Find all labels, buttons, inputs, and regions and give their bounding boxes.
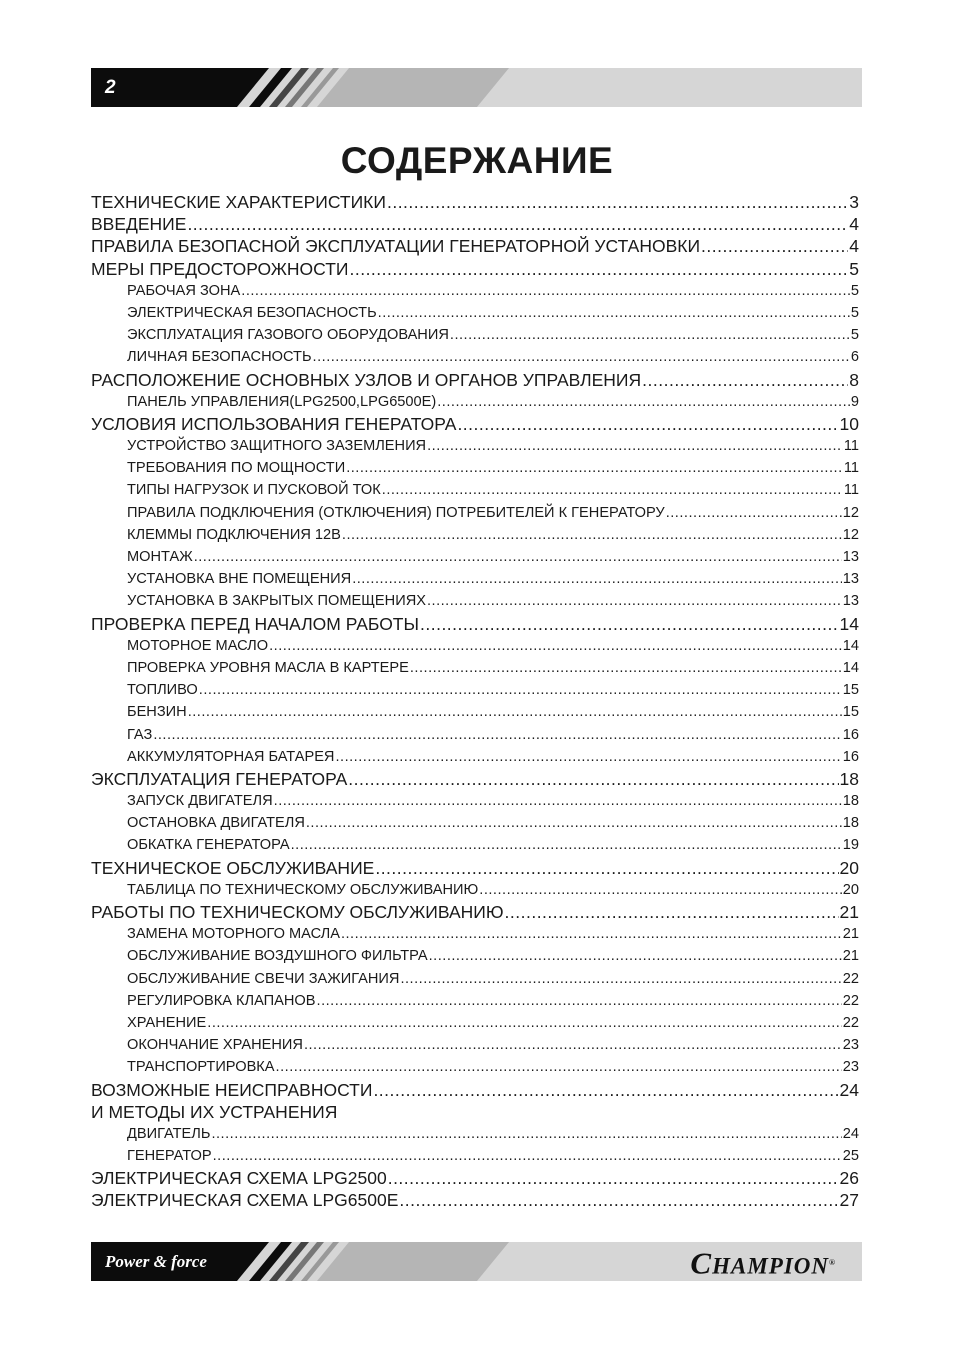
toc-subsection[interactable]: [91, 812, 859, 834]
toc-subsection[interactable]: [91, 1012, 859, 1034]
toc-leader-dots: [241, 280, 850, 302]
toc-leader-dots: [304, 1034, 842, 1056]
toc-leader-dots: [153, 724, 841, 746]
toc-entry-label: УСТАНОВКА ВНЕ ПОМЕЩЕНИЯ: [127, 571, 352, 588]
toc-subsection[interactable]: [91, 923, 859, 945]
toc-subsection[interactable]: [91, 790, 859, 812]
toc-leader-dots: [457, 413, 838, 435]
toc-entry-page: 24: [842, 1125, 859, 1142]
toc-entry-page: 19: [842, 837, 859, 854]
toc-leader-dots: [399, 1189, 838, 1211]
toc-entry-label: ОБСЛУЖИВАНИЕ СВЕЧИ ЗАЖИГАНИЯ: [127, 970, 400, 987]
header-bar: [91, 68, 862, 107]
toc-leader-dots: [341, 923, 842, 945]
toc-entry-label: КЛЕММЫ ПОДКЛЮЧЕНИЯ 12В: [127, 526, 341, 543]
page-number: 2: [105, 77, 116, 98]
toc-leader-dots: [306, 812, 842, 834]
toc-leader-dots: [429, 945, 842, 967]
toc-entry-page: 18: [839, 768, 859, 789]
toc-entry-page: 13: [842, 593, 859, 610]
toc-entry-page: 12: [842, 526, 859, 543]
toc-entry-page: 5: [850, 282, 859, 299]
toc-leader-dots: [313, 346, 850, 368]
toc-section[interactable]: [91, 213, 859, 235]
toc-leader-dots: [274, 790, 842, 812]
toc-leader-dots: [188, 701, 842, 723]
toc-entry-label: ОСТАНОВКА ДВИГАТЕЛЯ: [127, 815, 305, 832]
toc-entry-page: 18: [842, 793, 859, 810]
toc-leader-dots: [335, 746, 841, 768]
toc-section[interactable]: [91, 613, 859, 635]
toc-entry-label: ТЕХНИЧЕСКИЕ ХАРАКТЕРИСТИКИ: [91, 192, 386, 212]
toc-entry-label: ОБКАТКА ГЕНЕРАТОРА: [127, 837, 290, 854]
toc-leader-dots: [427, 435, 843, 457]
toc-entry-label: ЗАПУСК ДВИГАТЕЛЯ: [127, 793, 273, 810]
toc-entry-page: 14: [839, 613, 859, 634]
toc-leader-dots: [352, 568, 842, 590]
toc-subsection[interactable]: [91, 457, 859, 479]
toc-entry-label: ЭКСПЛУАТАЦИЯ ГАЗОВОГО ОБОРУДОВАНИЯ: [127, 327, 449, 344]
toc-subsection[interactable]: [91, 568, 859, 590]
toc-entry-page: 15: [842, 682, 859, 699]
toc-entry-label: ТРАНСПОРТИРОВКА: [127, 1059, 275, 1076]
toc-leader-dots: [410, 657, 842, 679]
toc-entry-page: 20: [842, 881, 859, 898]
toc-entry-label: УСЛОВИЯ ИСПОЛЬЗОВАНИЯ ГЕНЕРАТОРА: [91, 413, 457, 434]
toc-section[interactable]: [91, 413, 859, 435]
toc-entry-page: 24: [839, 1079, 859, 1100]
champion-logo: [690, 1242, 836, 1281]
header-stripes-graphic: [91, 68, 862, 107]
toc-entry-label: ОКОНЧАНИЕ ХРАНЕНИЯ: [127, 1037, 303, 1054]
toc-leader-dots: [194, 546, 842, 568]
toc-subsection[interactable]: [91, 546, 859, 568]
toc-entry-page: 21: [842, 926, 859, 943]
toc-entry-label: ЭЛЕКТРИЧЕСКАЯ СХЕМА LPG6500E: [91, 1190, 399, 1211]
toc-entry-page: 22: [842, 970, 859, 987]
toc-section[interactable]: [91, 1079, 859, 1123]
toc-entry-page: 11: [843, 438, 859, 455]
toc-entry-page: 14: [842, 637, 859, 654]
toc-subsection[interactable]: [91, 590, 859, 612]
toc-entry-label: МОТОРНОЕ МАСЛО: [127, 637, 269, 654]
toc-entry-label: РАБОЧАЯ ЗОНА: [127, 282, 241, 299]
toc-section[interactable]: [91, 258, 859, 280]
toc-leader-dots: [207, 1012, 842, 1034]
toc-entry-label: ХРАНЕНИЕ: [127, 1014, 207, 1031]
toc-subsection[interactable]: [91, 479, 859, 501]
toc-entry-label: ПАНЕЛЬ УПРАВЛЕНИЯ(LPG2500,LPG6500E): [127, 393, 437, 410]
toc-entry-page: 25: [842, 1148, 859, 1165]
toc-entry-label: ПРАВИЛА ПОДКЛЮЧЕНИЯ (ОТКЛЮЧЕНИЯ) ПОТРЕБИТЕЛЕЙ К ГЕНЕРАТОРУ: [127, 504, 665, 521]
toc-entry-label: ЭКСПЛУАТАЦИЯ ГЕНЕРАТОРА: [91, 768, 348, 789]
toc-entry-label: ПРОВЕРКА УРОВНЯ МАСЛА В КАРТЕРЕ: [127, 659, 409, 676]
toc-entry-label: ЭЛЕКТРИЧЕСКАЯ БЕЗОПАСНОСТЬ: [127, 304, 377, 321]
toc-entry-label: ГАЗ: [127, 726, 153, 743]
toc-subsection[interactable]: [91, 834, 859, 856]
toc-subsection[interactable]: [91, 879, 859, 901]
toc-leader-dots: [666, 502, 842, 524]
toc-entry-page: 13: [842, 549, 859, 565]
toc-subsection[interactable]: [91, 1145, 859, 1167]
toc-leader-dots: [400, 968, 841, 990]
toc-entry-page: 9: [850, 393, 859, 410]
toc-leader-dots: [450, 324, 850, 346]
toc-subsection[interactable]: [91, 391, 859, 413]
toc-entry-page: 3: [849, 192, 859, 212]
toc-entry-label: ДВИГАТЕЛЬ: [127, 1125, 211, 1142]
toc-section[interactable]: [91, 191, 859, 213]
toc-entry-label: ЗАМЕНА МОТОРНОГО МАСЛА: [127, 926, 340, 943]
toc-entry-page: 5: [850, 304, 859, 321]
toc-entry-label: ЛИЧНАЯ БЕЗОПАСНОСТЬ: [127, 349, 312, 366]
toc-entry-label: ТИПЫ НАГРУЗОК И ПУСКОВОЙ ТОК: [127, 482, 381, 499]
toc-leader-dots: [388, 1167, 839, 1189]
toc-entry-label: РАБОТЫ ПО ТЕХНИЧЕСКОМУ ОБСЛУЖИВАНИЮ: [91, 902, 504, 922]
toc-subsection[interactable]: [91, 346, 859, 368]
toc-entry-label: ТЕХНИЧЕСКОЕ ОБСЛУЖИВАНИЕ: [91, 857, 375, 878]
toc-leader-dots: [382, 479, 843, 501]
toc-leader-dots: [373, 1079, 838, 1101]
toc-entry-page: 18: [842, 815, 859, 832]
toc-subsection[interactable]: [91, 502, 859, 524]
toc-leader-dots: [317, 990, 842, 1012]
toc-entry-page: 16: [842, 726, 859, 743]
toc-subsection[interactable]: [91, 635, 859, 657]
toc-leader-dots: [346, 457, 843, 479]
toc-entry-label: УСТРОЙСТВО ЗАЩИТНОГО ЗАЗЕМЛЕНИЯ: [127, 438, 427, 455]
toc-leader-dots: [505, 901, 839, 923]
toc-subsection[interactable]: [91, 324, 859, 346]
toc-leader-dots: [701, 235, 848, 257]
toc-subsection[interactable]: [91, 701, 859, 723]
toc-subsection[interactable]: [91, 280, 859, 302]
toc-entry-label: ВВЕДЕНИЕ: [91, 214, 187, 235]
toc-subsection[interactable]: [91, 679, 859, 701]
toc-entry-label: ПРАВИЛА БЕЗОПАСНОЙ ЭКСПЛУАТАЦИИ ГЕНЕРАТОРНОЙ УСТАНОВКИ: [91, 236, 701, 257]
toc-entry-page: 5: [849, 258, 859, 279]
toc-entry-page: 10: [839, 413, 859, 434]
toc-entry-label: ВОЗМОЖНЫЕ НЕИСПРАВНОСТИ И МЕТОДЫ ИХ УСТРАНЕНИЯ: [91, 1079, 373, 1122]
toc-leader-dots: [387, 191, 848, 213]
toc-subsection[interactable]: [91, 1123, 859, 1145]
toc-section[interactable]: [91, 768, 859, 790]
toc-leader-dots: [378, 302, 850, 324]
toc-subsection[interactable]: [91, 724, 859, 746]
toc-subsection[interactable]: [91, 524, 859, 546]
logo-rest: HAMPION: [712, 1253, 830, 1279]
toc-entry-page: 21: [839, 902, 859, 922]
toc-entry-label: ТРЕБОВАНИЯ ПО МОЩНОСТИ: [127, 460, 346, 477]
toc-section[interactable]: [91, 1167, 859, 1189]
logo-initial: C: [690, 1245, 713, 1281]
toc-subsection[interactable]: [91, 657, 859, 679]
toc-entry-page: 23: [842, 1037, 859, 1054]
toc-entry-page: 11: [843, 460, 859, 477]
toc-leader-dots: [479, 879, 842, 901]
toc-entry-page: 5: [850, 327, 859, 344]
toc-entry-page: 4: [849, 214, 859, 235]
toc-entry-page: 12: [842, 504, 859, 521]
toc-entry-page: 15: [842, 704, 859, 721]
toc-leader-dots: [349, 258, 848, 280]
toc-entry-label: ОБСЛУЖИВАНИЕ ВОЗДУШНОГО ФИЛЬТРА: [127, 948, 428, 965]
toc-subsection[interactable]: [91, 302, 859, 324]
toc-section[interactable]: [91, 1189, 859, 1211]
toc-subsection[interactable]: [91, 945, 859, 967]
toc-subsection[interactable]: [91, 968, 859, 990]
toc-entry-page: 23: [842, 1059, 859, 1076]
toc-leader-dots: [375, 857, 838, 879]
toc-subsection[interactable]: [91, 990, 859, 1012]
toc-leader-dots: [276, 1056, 842, 1078]
toc-entry-label: ТОПЛИВО: [127, 682, 198, 699]
toc-leader-dots: [199, 679, 842, 701]
toc-leader-dots: [437, 391, 850, 413]
toc-leader-dots: [291, 834, 842, 856]
toc-section[interactable]: [91, 901, 859, 923]
toc-entry-page: 26: [839, 1168, 859, 1189]
toc-entry-page: 16: [842, 748, 859, 765]
toc-leader-dots: [348, 768, 838, 790]
toc-subsection[interactable]: [91, 435, 859, 457]
toc-entry-label: ТАБЛИЦА ПО ТЕХНИЧЕСКОМУ ОБСЛУЖИВАНИЮ: [127, 881, 479, 898]
toc-entry-page: 13: [842, 571, 859, 588]
registered-mark: ®: [829, 1258, 836, 1267]
toc-entry-page: 6: [850, 349, 859, 366]
toc-entry-page: 14: [842, 659, 859, 676]
toc-entry-page: 11: [843, 482, 859, 499]
toc-entry-label: МЕРЫ ПРЕДОСТОРОЖНОСТИ: [91, 258, 349, 279]
toc-section[interactable]: [91, 369, 859, 391]
toc-entry-page: 20: [839, 857, 859, 878]
toc-entry-label: ЭЛЕКТРИЧЕСКАЯ СХЕМА LPG2500: [91, 1168, 387, 1189]
toc-leader-dots: [420, 613, 839, 635]
toc-section[interactable]: [91, 857, 859, 879]
toc-leader-dots: [342, 524, 842, 546]
toc-leader-dots: [187, 213, 848, 235]
table-of-contents: [91, 191, 859, 1212]
toc-entry-page: 21: [842, 948, 859, 965]
toc-subsection[interactable]: [91, 746, 859, 768]
toc-entry-page: 27: [839, 1190, 859, 1211]
page-title: СОДЕРЖАНИЕ: [340, 140, 614, 181]
toc-entry-label: РЕГУЛИРОВКА КЛАПАНОВ: [127, 992, 316, 1009]
toc-leader-dots: [427, 590, 842, 612]
toc-section[interactable]: [91, 235, 859, 257]
toc-subsection[interactable]: [91, 1034, 859, 1056]
footer-bar: [91, 1242, 862, 1281]
toc-leader-dots: [213, 1145, 842, 1167]
toc-entry-label: БЕНЗИН: [127, 704, 187, 721]
toc-entry-label: АККУМУЛЯТОРНАЯ БАТАРЕЯ: [127, 748, 335, 765]
toc-entry-label: МОНТАЖ: [127, 549, 193, 565]
toc-entry-page: 22: [842, 992, 859, 1009]
slogan: Power & force: [105, 1252, 207, 1271]
toc-entry-label: УСТАНОВКА В ЗАКРЫТЫХ ПОМЕЩЕНИЯХ: [127, 593, 426, 610]
toc-entry-page: 22: [842, 1014, 859, 1031]
toc-entry-label: РАСПОЛОЖЕНИЕ ОСНОВНЫХ УЗЛОВ И ОРГАНОВ УПРАВЛЕНИЯ: [91, 369, 642, 390]
toc-entry-page: 8: [849, 369, 859, 390]
toc-entry-label: ГЕНЕРАТОР: [127, 1148, 212, 1165]
toc-subsection[interactable]: [91, 1056, 859, 1078]
toc-entry-label: ПРОВЕРКА ПЕРЕД НАЧАЛОМ РАБОТЫ: [91, 613, 419, 634]
toc-leader-dots: [642, 369, 848, 391]
toc-leader-dots: [269, 635, 842, 657]
toc-entry-page: 4: [849, 236, 859, 257]
toc-leader-dots: [211, 1123, 841, 1145]
